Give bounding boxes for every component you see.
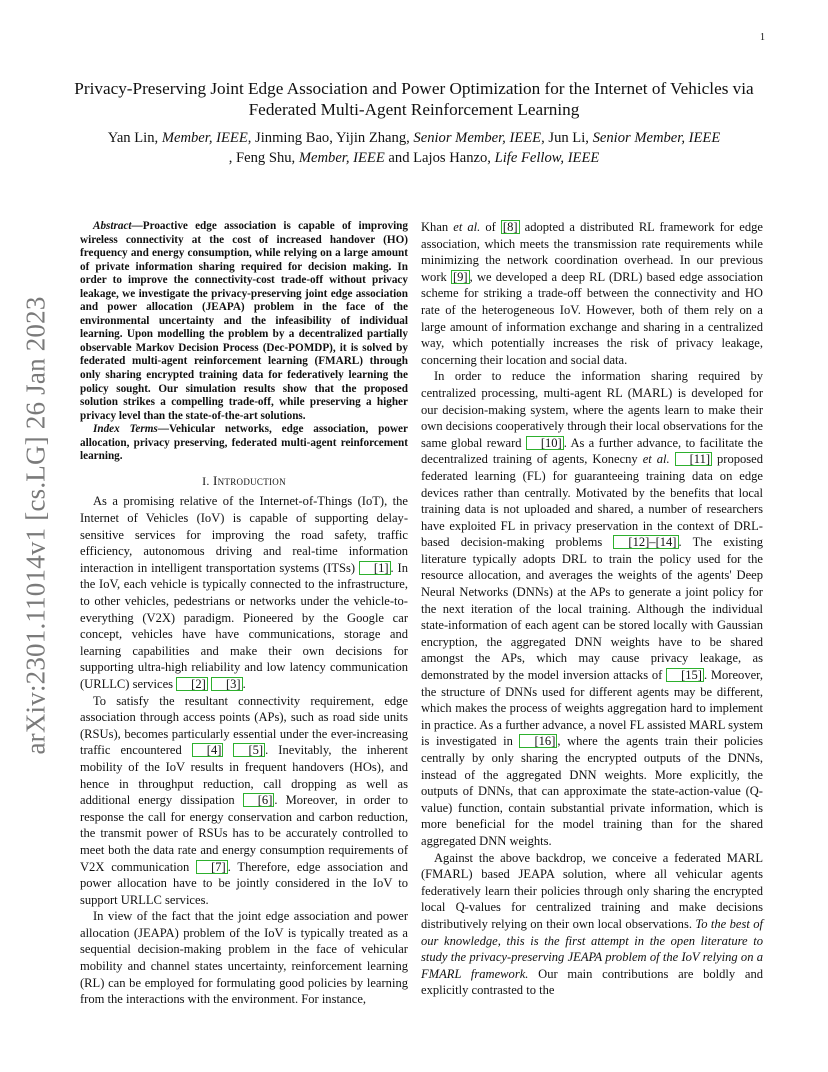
paragraph: Against the above backdrop, we conceive a federated MARL (FMARL) based JEAPA solution, where all vehicular agents federatively learn their policies through only sharing the encrypted local Q-values for centralized training and make decisions distributively relying on their own local observations. To the best of our knowledge, this is the first attempt in the open literature to study the privacy-preserving JEAPA problem of the IoV relying on a FMARL framework. Our main contributions are boldly and explicitly contrasted to the	[421, 850, 764, 998]
author-role: Member, IEEE	[161, 130, 248, 146]
citation-link[interactable]: [4]	[192, 743, 224, 757]
paragraph: Khan et al. of [8] adopted a distributed RL framework for edge association, which meets the transmission rate requirements while minimizing the network coordination overhead. In our previous work [9] , we developed a deep RL (DRL) based edge association scheme for striking a trade-off between the connectivity and HO rate of the heterogeneous IoV. However, both of them rely on a large amount of information exchange and sharing in a centralized way, which potentially increases the risk of privacy leakage, concerning their location and social data.	[421, 220, 763, 367]
arxiv-id: arXiv:2301.11014v1 [cs.LG] 26 Jan 2023	[20, 295, 51, 755]
author-text: , Jun Li,	[541, 130, 593, 146]
citation-link[interactable]: [8]	[502, 220, 518, 234]
right-column	[421, 219, 763, 999]
citation-link[interactable]: [12]–[14]	[613, 535, 678, 549]
citation-link[interactable]: [5]	[233, 743, 265, 757]
section-numeral: I.	[202, 473, 213, 488]
author-role: Senior Member, IEEE	[413, 130, 542, 146]
index-terms-text: —Vehicular networks, edge association, power allocation, privacy preserving, federated multi-agent reinforcement learning.	[80, 423, 408, 463]
author-text: , Jinming Bao, Yijin Zhang,	[247, 130, 414, 146]
author-text: , Feng Shu,	[228, 149, 299, 166]
left-column	[80, 220, 408, 1008]
page-number: 1	[760, 32, 765, 43]
citation-link[interactable]: [16]	[519, 734, 557, 748]
author-list	[70, 129, 758, 168]
author-role: Life Fellow, IEEE	[494, 149, 600, 166]
abstract-label: Abstract	[93, 220, 132, 232]
paper-title: Privacy-Preserving Joint Edge Association and Power Optimization for the Internet of Vehicles via Federated Multi-Agent Reinforcement Learning	[74, 79, 754, 119]
citation-link[interactable]: [2]	[176, 677, 208, 691]
citation-link[interactable]: [10]	[526, 436, 564, 450]
author-role: Member, IEEE	[298, 149, 385, 166]
author-text: Yan Lin,	[107, 130, 162, 146]
citation-link[interactable]: [3]	[211, 677, 243, 691]
paragraph: As a promising relative of the Internet-of-Things (IoT), the Internet of Vehicles (IoV) is capable of supporting delay-sensitive services for improving the road safety, traffic efficiency, autonomous driving and real-time information interaction in intelligent transportation systems (ITSs) [1] . In the IoV, each vehicle is typically connected to the infrastructure, to other vehicles, pedestrians or networks under the vehicle-to-everything (V2X) paradigm. Pioneered by the Google car concept, vehicles have have communications, storage and learning capabilities and make their own decisions for supporting ultra-high reliability and low latency communication (URLLC) services [2] [3] .	[80, 494, 408, 691]
index-terms	[80, 423, 408, 464]
paragraph: In order to reduce the information sharing required by centralized processing, multi-agent RL (MARL) is developed for our decision-making system, where the agents learn to make their own decisions cooperatively through their local observations for the same global reward [10] . As a further advance, to facilitate the decentralized training of agents, Konecny et al. [11] proposed federated learning (FL) for guaranteeing training data on edge devices rather than centrally. Motivated by the benefits that local training data is not uploaded and shared, a number of researchers have exploited FL in privacy preservation in the context of DRL-based decision-making problems [12]–[14] . The existing literature typically adopts DRL to train the policy used for the resource allocation, and averages the weights of the agents' Deep Neural Networks (DNNs) at the APs to generate a joint policy for the next iteration of the local training. Although the individual state-information of each agent can be stored locally with Gaussian encryption, the aggregated DNN weights have to be shared amongst the APs, which may cause privacy leakage, as demonstrated by the model inversion attacks of [15] . Moreover, the structure of DNNs used for different agents may be different, which makes the process of weights aggregation hard to implement in practice. As a further advance, a novel FL assisted MARL system is investigated in [16] , where the agents train their policies centrally by only sharing the encrypted outputs of the DNNs, instead of the aggregated DNN weights. More explicitly, the outputs of DNNs, that can approximate the state-action-value (Q-value) function, contain substantial private information, which is more beneficial for the model training than for the shared aggregated DNN weights.	[421, 369, 764, 848]
abstract-text: —Proactive edge association is capable of improving wireless connectivity at the cost of increased handover (HO) frequency and energy consumption, while relying on a large amount of private information sharing required for decision making. In order to improve the connectivity-cost trade-off without privacy leakage, we investigate the privacy-preserving joint edge association and power allocation (JEAPA) problem in the face of the environmental uncertainty and the infeasibility of individual learning. Upon modelling the problem by a decentralized partially observable Markov Decision Process (Dec-POMDP), it is solved by federated multi-agent reinforcement learning (FMARL) through only sharing encrypted training data for federatively learning the policy sought. Our simulation results show that the proposed solution strikes a compelling trade-off, while preserving a higher privacy level than the state-of-the-art solutions.	[80, 220, 408, 422]
citation-link[interactable]: [6]	[243, 793, 275, 807]
arxiv-watermark	[14, 290, 58, 760]
author-text: and Lajos Hanzo,	[384, 149, 495, 166]
abstract	[80, 220, 408, 423]
paragraph: In view of the fact that the joint edge association and power allocation (JEAPA) problem of the IoV is typically treated as a sequential decision-making problem in the face of vehicular mobility and channel states uncertainty, reinforcement learning (RL) can be employed for formulating good policies by learning from the interactions with the environment. For instance,	[80, 909, 408, 1007]
citation-link[interactable]: [11]	[675, 452, 712, 466]
author-role: Senior Member, IEEE	[592, 130, 721, 146]
citation-link[interactable]: [15]	[666, 668, 704, 682]
section-heading	[80, 473, 408, 490]
section-title: Introduction	[212, 472, 286, 488]
paragraph: To satisfy the resultant connectivity requirement, edge association through access points (APs), such as road side units (RSUs), becomes particularly essential under the ever-increasing traffic encountered [4] [5] . Inevitably, the inherent mobility of the IoV results in frequent handovers (HOs), and hence in throughput reduction, call dropping as well as additional energy dissipation [6] . Moreover, in order to response the call for energy conservation and carbon reduction, the transmit power of RSUs has to be accurately controlled to meet both the data rate and energy consumption requirements of V2X communication [7] . Therefore, edge association and power allocation have to be jointly considered in the IoV to support URLLC services.	[80, 693, 409, 907]
citation-link[interactable]: [9]	[452, 269, 468, 284]
citation-link[interactable]: [7]	[196, 860, 228, 874]
index-terms-label: Index Terms	[93, 423, 158, 436]
citation-link[interactable]: [1]	[359, 561, 391, 575]
